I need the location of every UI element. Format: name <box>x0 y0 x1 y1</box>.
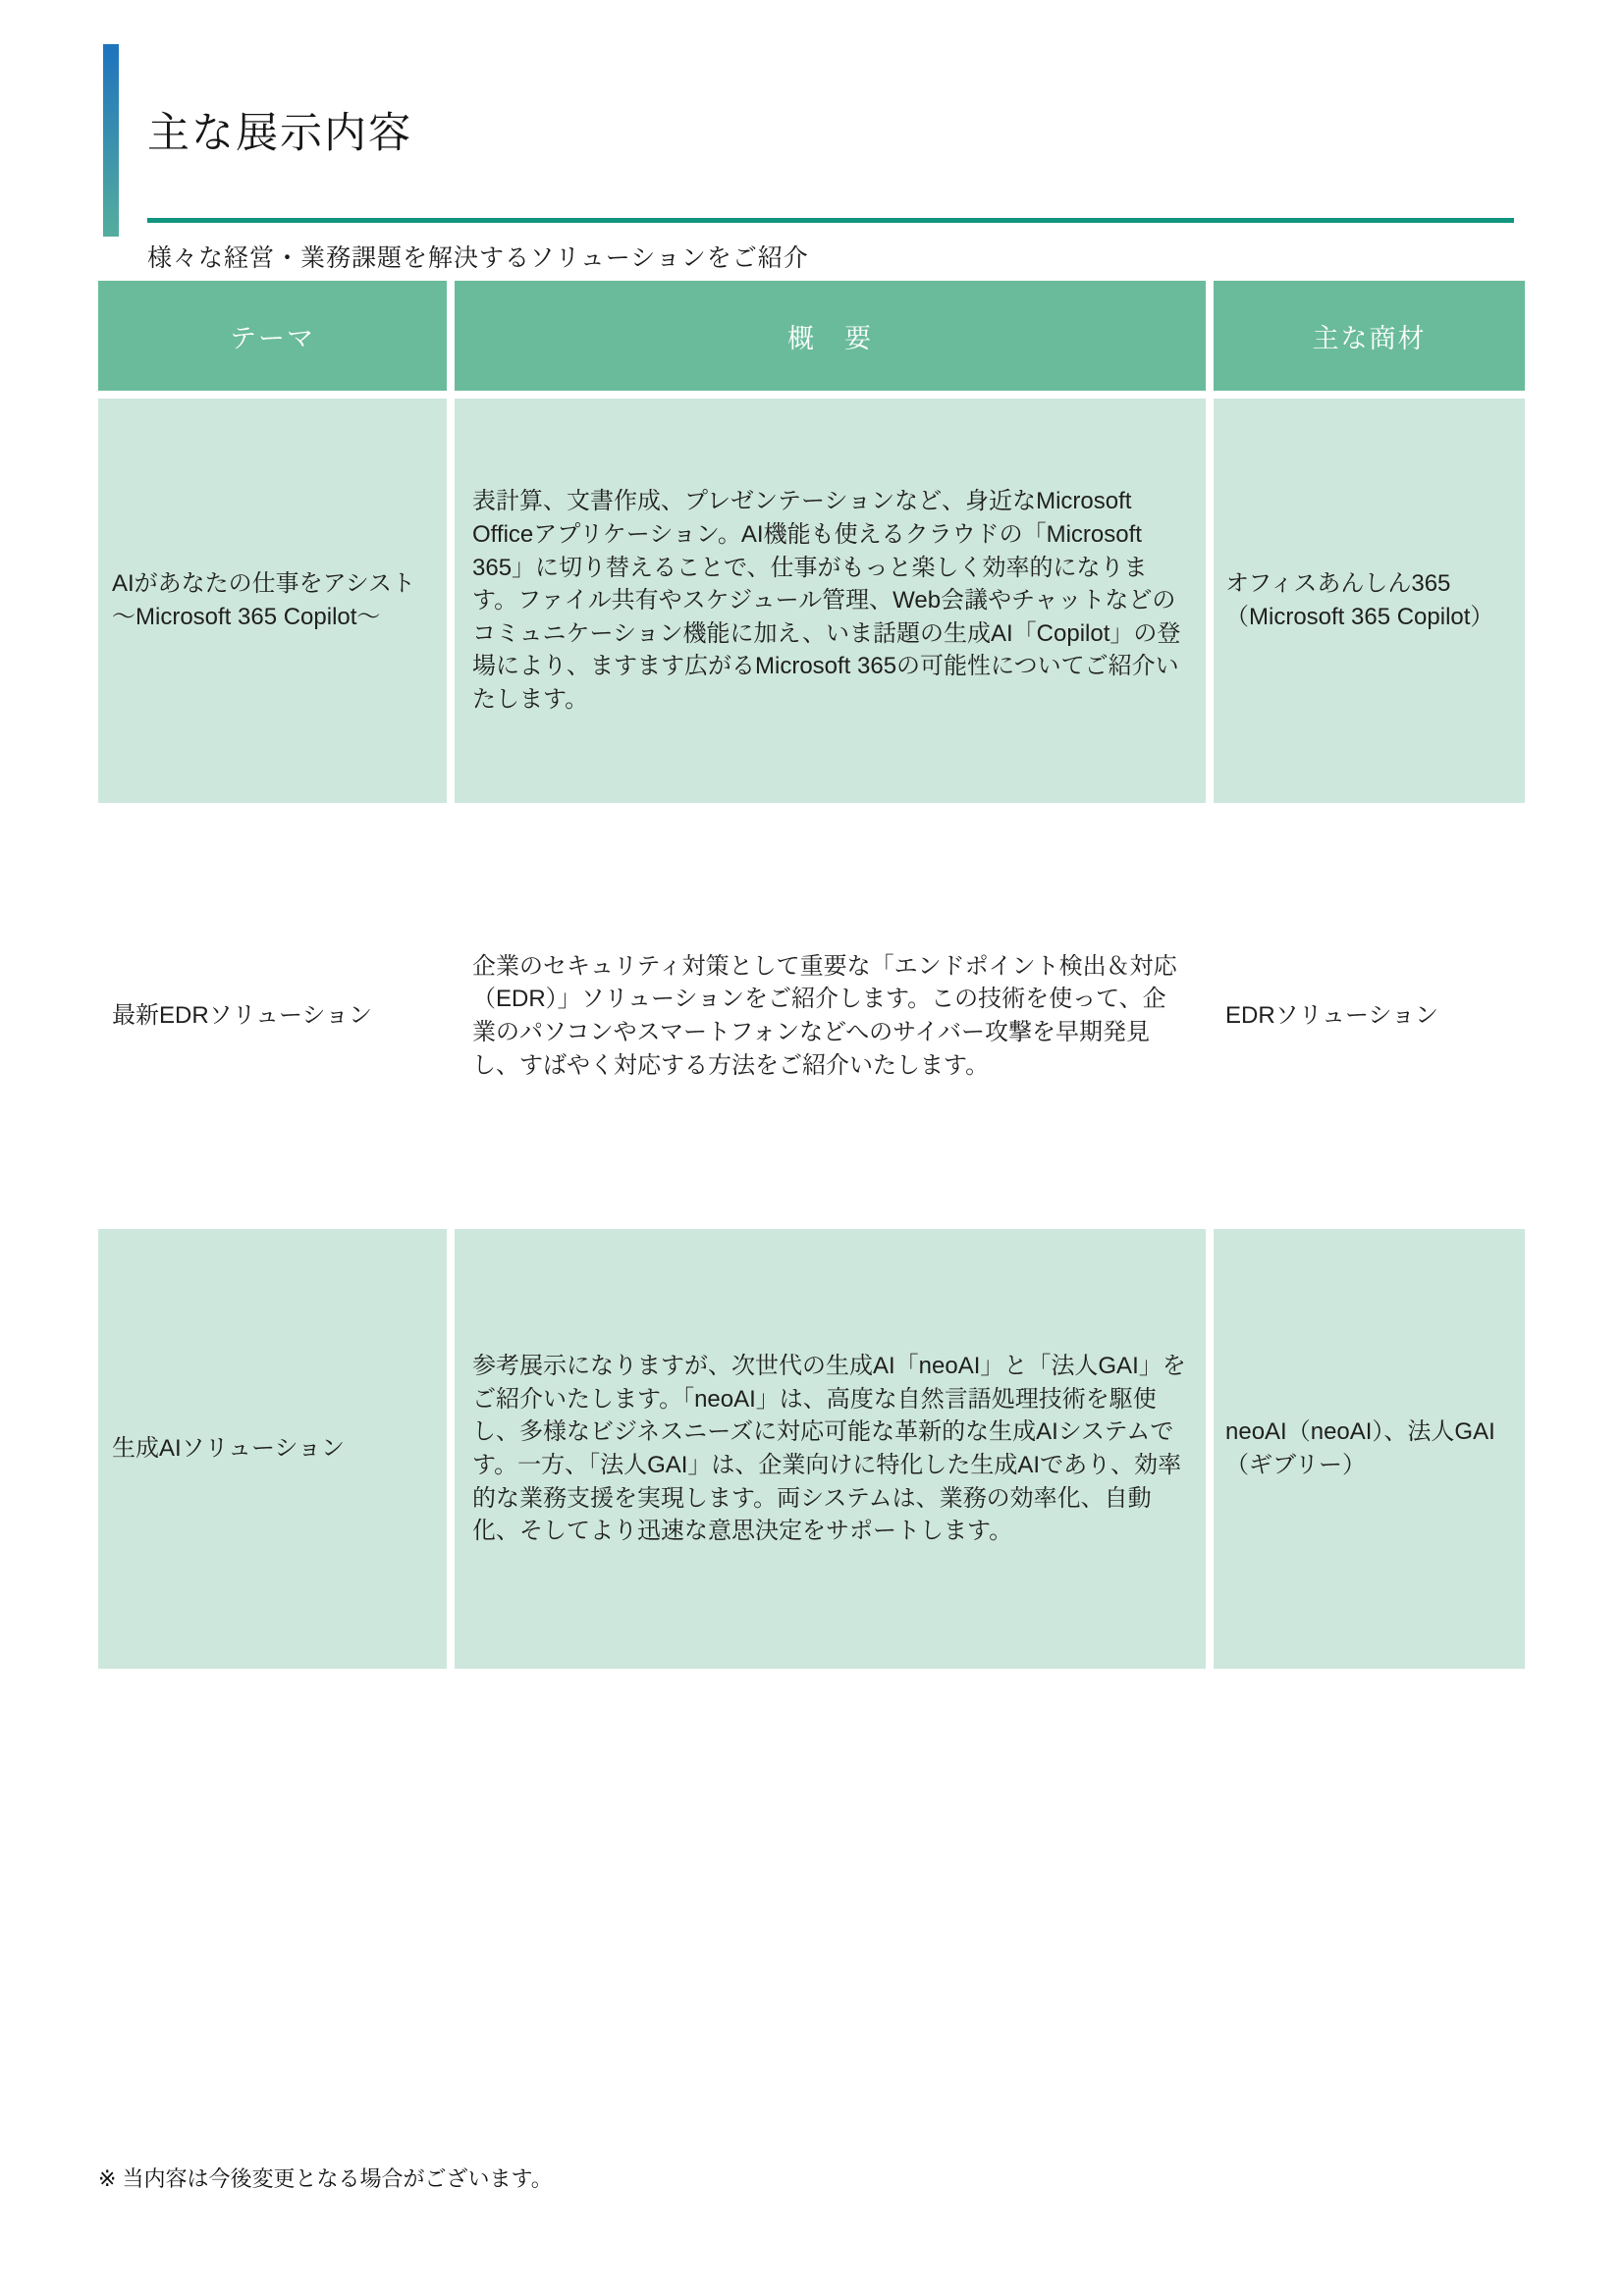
products-text: neoAI（neoAI）、法人GAI（ギブリー） <box>1225 1418 1495 1478</box>
summary-text: 企業のセキュリティ対策として重要な「エンドポイント検出＆対応（EDR）」ソリューションをご紹介します。この技術を使って、企業のパソコンやスマートフォンなどへのサイバー攻撃を早期発見し、すばやく対応する方法をご紹介いたします。 <box>472 952 1177 1079</box>
table-row-1-products-cell <box>1214 399 1525 803</box>
table-row-3-products-cell <box>1214 1229 1525 1669</box>
table-row-1-summary-cell <box>455 399 1206 803</box>
summary-text: 参考展示になりますが、次世代の生成AI「neoAI」と「法人GAI」をご紹介いたします。「neoAI」は、高度な自然言語処理技術を駆使し、多様なビジネスニーズに対応可能な革新的な生成AIシステムです。一方、「法人GAI」は、企業向けに特化した生成AIであり、効率的な業務支援を実現します。両システムは、業務の効率化、自動化、そしてより迅速な意思決定をサポートします。 <box>472 1353 1186 1545</box>
theme-text: 最新EDRソリューション <box>112 1002 372 1030</box>
table-row-2-summary-cell <box>455 811 1206 1221</box>
exhibit-table <box>98 281 1525 1669</box>
page-subtitle: 様々な経営・業務課題を解決するソリューションをご紹介 <box>147 244 809 272</box>
table-row-1-theme-cell <box>98 399 447 803</box>
table-row-2-products-cell <box>1214 811 1525 1221</box>
products-text: オフィスあんしん365（Microsoft 365 Copilot） <box>1225 570 1494 630</box>
table-row-3-summary-cell <box>455 1229 1206 1669</box>
column-header-theme: テーマ <box>98 281 447 391</box>
products-text: EDRソリューション <box>1225 1002 1438 1030</box>
summary-text: 表計算、文書作成、プレゼンテーションなど、身近なMicrosoft Officeアプリケーション。AI機能も使えるクラウドの「Microsoft 365」に切り替えることで、仕事がもっと楽しく効率的になります。ファイル共有やスケジュール管理、Web会議やチャットなどのコミュニケーション機能に加え、いま話題の生成AI「Copilot」の登場により、ますます広がるMicrosoft 365の可能性についてご紹介いたします。 <box>472 488 1181 713</box>
accent-gradient-bar <box>103 44 119 237</box>
page-title: 主な展示内容 <box>147 110 412 157</box>
table-row-2-theme-cell <box>98 811 447 1221</box>
table-row-3-theme-cell <box>98 1229 447 1669</box>
footnote: ※ 当内容は今後変更となる場合がございます。 <box>98 2166 553 2191</box>
theme-text: AIがあなたの仕事をアシスト ～Microsoft 365 Copilot～ <box>112 570 439 630</box>
theme-text: 生成AIソリューション <box>112 1435 345 1463</box>
column-header-products: 主な商材 <box>1214 281 1525 391</box>
title-underline <box>147 218 1514 223</box>
column-header-summary: 概 要 <box>455 281 1206 391</box>
